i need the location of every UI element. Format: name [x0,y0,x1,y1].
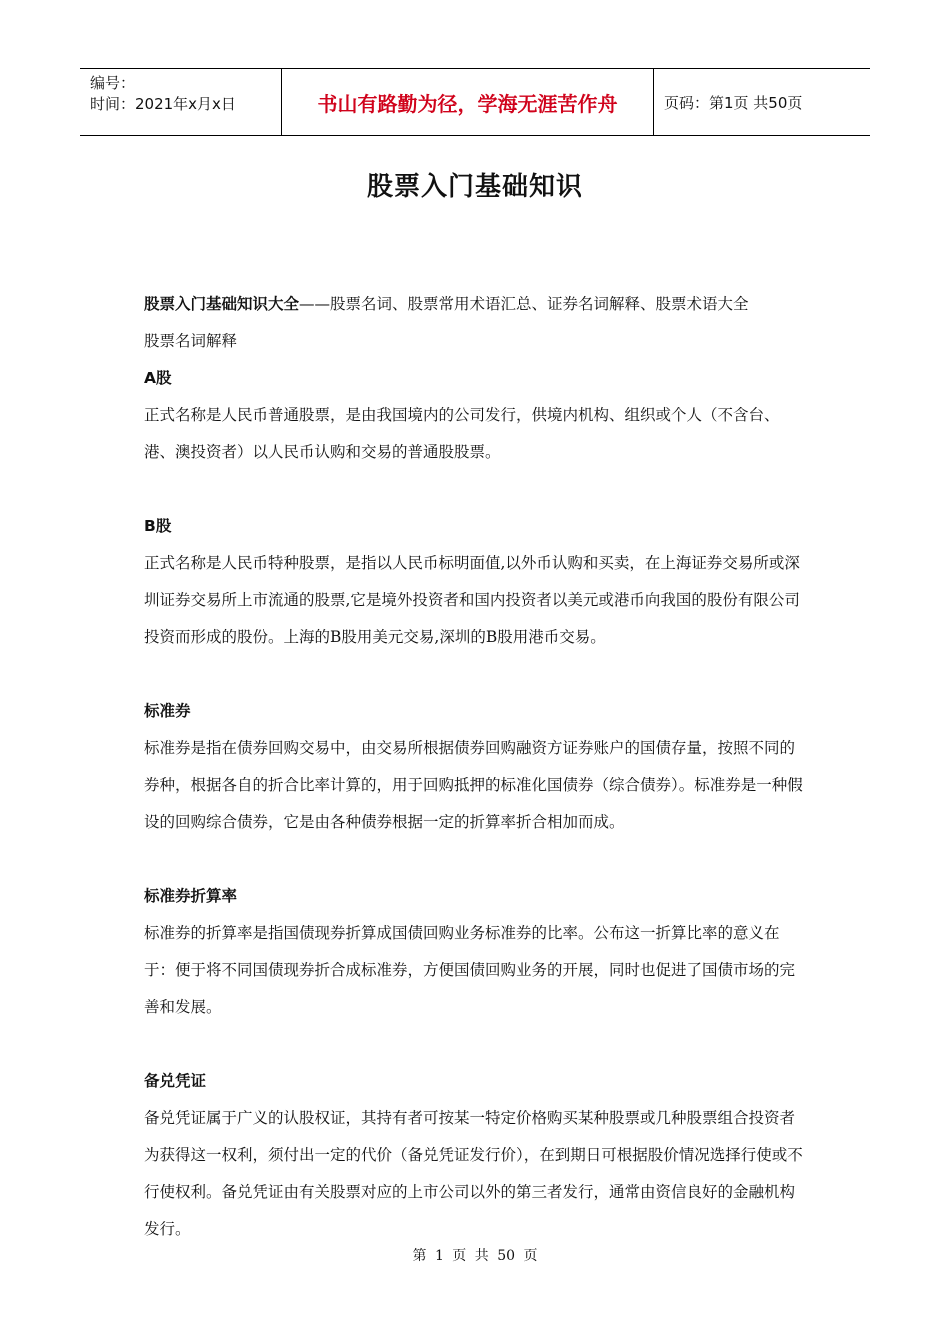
document-header [80,68,870,136]
header-meta [80,69,281,135]
spacer [144,841,808,878]
time-label: 时间：2021年x月x日 [90,95,236,113]
intro-subtitle: 股票名词解释 [144,332,238,350]
term-heading: A股 [144,369,172,387]
term-body: 标准券是指在债券回购交易中，由交易所根据债券回购融资方证券账户的国债存量，按照不同的券种，根据各自的折合比率计算的，用于回购抵押的标准化国债券（综合债券）。标准券是一种假设的回购综合债券，它是由各种债券根据一定的折算率折合相加而成。 [144,739,803,831]
document-title: 股票入门基础知识 [366,172,583,202]
header-page-info: 页码：第1页 共50页 [664,93,803,112]
spacer [144,656,808,693]
term-body: 正式名称是人民币普通股票，是由我国境内的公司发行，供境内机构、组织或个人（不含台、港、澳投资者）以人民币认购和交易的普通股股票。 [144,406,780,461]
term-body: 备兑凭证属于广义的认股权证，其持有者可按某一特定价格购买某种股票或几种股票组合投资者为获得这一权利，须付出一定的代价（备兑凭证发行价），在到期日可根据股价情况选择行使或不行使权利。备兑凭证由有关股票对应的上市公司以外的第三者发行，通常由资信良好的金融机构发行。 [144,1109,803,1238]
term-heading: 标准券折算率 [144,887,238,905]
document-body [144,286,808,1248]
term-heading: B股 [144,517,172,535]
spacer [144,471,808,508]
intro-line [144,286,808,323]
term-body: 正式名称是人民币特种股票，是指以人民币标明面值,以外币认购和买卖，在上海证券交易所或深圳证券交易所上市流通的股票,它是境外投资者和国内投资者以美元或港币向我国的股份有限公司投资而形成的股份。上海的B股用美元交易,深圳的B股用港币交易。 [144,554,800,646]
page-footer: 第 1 页 共 50 页 [412,1248,538,1264]
term-body: 标准券的折算率是指国债现券折算成国债回购业务标准券的比率。公布这一折算比率的意义在于：便于将不同国债现券折合成标准券，方便国债回购业务的开展，同时也促进了国债市场的完善和发展。 [144,924,796,1016]
intro-bold: 股票入门基础知识大全 [144,295,300,313]
spacer [144,1026,808,1063]
number-label: 编号： [90,74,136,92]
term-heading: 备兑凭证 [144,1072,207,1090]
term-heading: 标准券 [144,702,191,720]
header-motto: 书山有路勤为径，学海无涯苦作舟 [281,69,654,135]
intro-rest: ——股票名词、股票常用术语汇总、证券名词解释、股票术语大全 [299,295,749,313]
